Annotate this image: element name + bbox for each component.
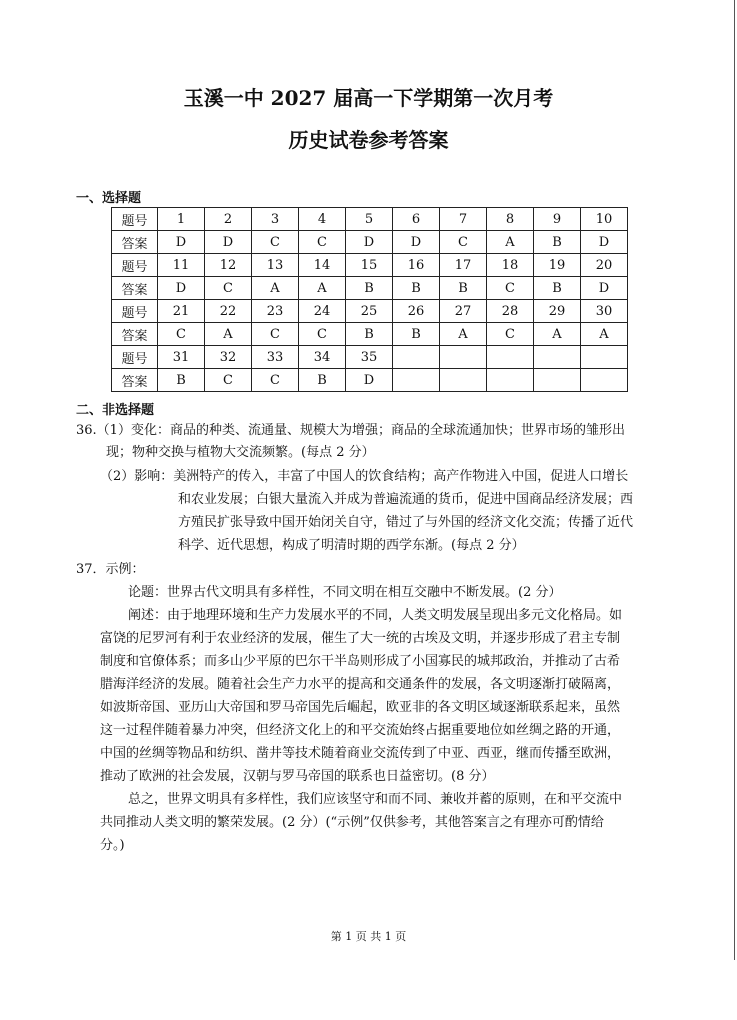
question-number-cell: 12	[205, 254, 252, 277]
answer-cell: A	[581, 323, 628, 346]
q37-line: 总之，世界文明具有多样性，我们应该坚守和而不同、兼收并蓄的原则，在和平交流中	[128, 792, 623, 807]
answer-cell: A	[252, 277, 299, 300]
answer-cell: C	[299, 323, 346, 346]
answer-cell: B	[299, 369, 346, 392]
question-number-cell: 2	[205, 208, 252, 231]
question-number-cell: 26	[393, 300, 440, 323]
row-label-question: 题号	[112, 254, 158, 277]
q37-line: 中国的丝绸等物品和纺织、凿井等技术随着商业交流传到了中亚、西亚，继而传播至欧洲，	[100, 746, 621, 761]
answer-cell	[534, 369, 581, 392]
answer-cell: B	[346, 277, 393, 300]
question-number-cell: 8	[487, 208, 534, 231]
question-number-cell: 21	[158, 300, 205, 323]
row-label-answer: 答案	[112, 369, 158, 392]
q37-line: 分。)	[100, 838, 125, 853]
answer-cell: B	[393, 277, 440, 300]
answer-cell: A	[534, 323, 581, 346]
row-label-question: 题号	[112, 208, 158, 231]
answer-cell: C	[487, 277, 534, 300]
question-number-cell: 31	[158, 346, 205, 369]
page-subtitle: 历史试卷参考答案	[288, 128, 449, 152]
q37-line: 富饶的尼罗河有利于农业经济的发展，催生了大一统的古埃及文明，并逐步形成了君主专制	[100, 631, 621, 646]
answer-row	[112, 323, 628, 346]
answer-cell: B	[534, 277, 581, 300]
question-number-row	[112, 208, 628, 231]
question-number-row	[112, 254, 628, 277]
row-label-answer: 答案	[112, 277, 158, 300]
answer-cell: B	[393, 323, 440, 346]
q36-line: 和农业发展；白银大量流入并成为普遍流通的货币，促进中国商品经济发展；西	[178, 492, 634, 507]
answer-cell: D	[581, 231, 628, 254]
question-number-cell: 17	[440, 254, 487, 277]
answer-cell: B	[440, 277, 487, 300]
answer-cell	[393, 369, 440, 392]
question-number-cell	[487, 346, 534, 369]
question-number-cell: 27	[440, 300, 487, 323]
q37-heading: 37．示例：	[76, 562, 145, 577]
question-number-cell: 4	[299, 208, 346, 231]
answer-cell: D	[158, 277, 205, 300]
question-number-cell: 6	[393, 208, 440, 231]
question-number-row	[112, 346, 628, 369]
answer-cell: B	[158, 369, 205, 392]
question-number-cell: 30	[581, 300, 628, 323]
answer-table	[111, 207, 628, 392]
q36-line: 方殖民扩张导致中国开始闭关自守，错过了与外国的经济文化交流；传播了近代	[178, 515, 634, 530]
answer-cell: C	[158, 323, 205, 346]
answer-cell: D	[205, 231, 252, 254]
question-number-cell: 18	[487, 254, 534, 277]
answer-cell	[440, 369, 487, 392]
question-number-cell: 29	[534, 300, 581, 323]
question-number-cell: 1	[158, 208, 205, 231]
answer-cell: B	[534, 231, 581, 254]
answer-row	[112, 277, 628, 300]
q36-line: 科学、近代思想，构成了明清时期的西学东渐。(每点 2 分）	[178, 538, 525, 553]
q36-line: 36.（1）变化：商品的种类、流通量、规模大为增强；商品的全球流通加快；世界市场的雏形出	[76, 423, 625, 438]
answer-row	[112, 231, 628, 254]
row-label-question: 题号	[112, 346, 158, 369]
answer-cell: C	[299, 231, 346, 254]
q37-line: 制度和官僚体系；而多山少平原的巴尔干半岛则形成了小国寡民的城邦政治，并推动了古希	[100, 654, 621, 669]
answer-row	[112, 369, 628, 392]
answer-cell: C	[252, 323, 299, 346]
section-heading-nonchoice: 二、非选择题	[76, 403, 155, 418]
question-number-cell: 9	[534, 208, 581, 231]
q36-line: 现；物种交换与植物大交流频繁。(每点 2 分）	[106, 445, 375, 460]
question-number-cell: 16	[393, 254, 440, 277]
question-number-cell: 34	[299, 346, 346, 369]
answer-cell: C	[205, 277, 252, 300]
section-heading-choice: 一、选择题	[76, 191, 142, 206]
question-number-cell: 3	[252, 208, 299, 231]
q37-line: 如波斯帝国、亚历山大帝国和罗马帝国先后崛起，欧亚非的各文明区域逐渐联系起来，虽然	[100, 700, 621, 715]
question-number-cell: 19	[534, 254, 581, 277]
question-number-cell: 14	[299, 254, 346, 277]
answer-cell: C	[252, 231, 299, 254]
row-label-answer: 答案	[112, 231, 158, 254]
answer-cell: D	[581, 277, 628, 300]
question-number-cell: 25	[346, 300, 393, 323]
question-number-cell: 24	[299, 300, 346, 323]
answer-cell: D	[393, 231, 440, 254]
question-number-cell: 32	[205, 346, 252, 369]
q36-line: （2）影响：美洲特产的传入，丰富了中国人的饮食结构；高产作物进入中国，促进人口增长	[100, 469, 629, 484]
answer-cell: C	[487, 323, 534, 346]
question-number-cell: 15	[346, 254, 393, 277]
page-title: 玉溪一中 2027 届高一下学期第一次月考	[183, 86, 554, 110]
row-label-question: 题号	[112, 300, 158, 323]
answer-cell: A	[299, 277, 346, 300]
answer-cell	[487, 369, 534, 392]
answer-cell: B	[346, 323, 393, 346]
answer-cell: D	[346, 231, 393, 254]
question-number-cell	[393, 346, 440, 369]
answer-cell	[581, 369, 628, 392]
q37-line: 论题：世界古代文明具有多样性，不同文明在相互交融中不断发展。(2 分）	[128, 585, 562, 600]
q37-line: 这一过程伴随着暴力冲突，但经济文化上的和平交流始终占据重要地位如丝绸之路的开通，	[100, 723, 621, 738]
question-number-cell: 20	[581, 254, 628, 277]
q37-line: 共同推动人类文明的繁荣发展。(2 分）(“示例”仅供参考，其他答案言之有理亦可酌情给	[100, 815, 604, 830]
answer-cell: C	[252, 369, 299, 392]
answer-cell: A	[205, 323, 252, 346]
question-number-cell: 5	[346, 208, 393, 231]
answer-cell: A	[440, 323, 487, 346]
answer-cell: D	[346, 369, 393, 392]
question-number-cell: 22	[205, 300, 252, 323]
question-number-cell	[534, 346, 581, 369]
question-number-cell: 11	[158, 254, 205, 277]
q37-line: 推动了欧洲的社会发展，汉朝与罗马帝国的联系也日益密切。(8 分）	[100, 769, 495, 784]
answer-cell: C	[440, 231, 487, 254]
question-number-cell: 33	[252, 346, 299, 369]
question-number-cell: 28	[487, 300, 534, 323]
answer-cell: D	[158, 231, 205, 254]
page-footer: 第 1 页 共 1 页	[330, 930, 407, 943]
question-number-cell	[581, 346, 628, 369]
question-number-cell: 13	[252, 254, 299, 277]
q37-line: 阐述：由于地理环境和生产力发展水平的不同，人类文明发展呈现出多元文化格局。如	[128, 608, 623, 623]
question-number-row	[112, 300, 628, 323]
question-number-cell: 7	[440, 208, 487, 231]
row-label-answer: 答案	[112, 323, 158, 346]
question-number-cell: 23	[252, 300, 299, 323]
question-number-cell: 35	[346, 346, 393, 369]
answer-cell: C	[205, 369, 252, 392]
question-number-cell: 10	[581, 208, 628, 231]
q37-line: 腊海洋经济的发展。随着社会生产力水平的提高和交通条件的发展，各文明逐渐打破隔离，	[100, 677, 621, 692]
question-number-cell	[440, 346, 487, 369]
answer-cell: A	[487, 231, 534, 254]
